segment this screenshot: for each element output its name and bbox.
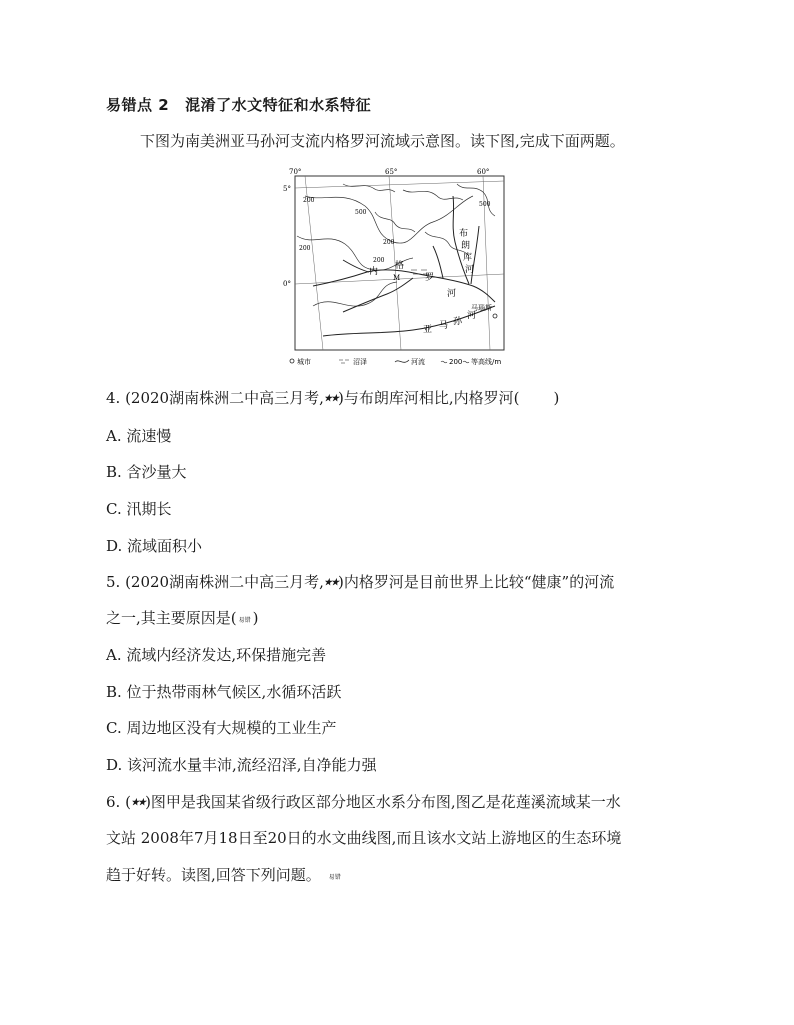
difficulty-stars-icon: ★★ [130, 798, 146, 808]
q5-option-b: B. 位于热带雨林气候区,水循环活跃 [106, 683, 342, 701]
q5-stem: 5. (2020湖南株洲二中高三月考, [106, 573, 324, 591]
q4-option-a: A. 流速慢 [106, 427, 172, 445]
contour-label: 500 [355, 209, 367, 216]
q4-option-d: D. 流域面积小 [106, 537, 203, 555]
contour-label: 200 [373, 257, 385, 264]
lat-label: 5° [283, 185, 291, 193]
legend-river: 河流 [411, 358, 425, 366]
q4-stem: 4. (2020湖南株洲二中高三月考, [106, 389, 324, 407]
q5-line2: 之一,其主要原因是( [106, 609, 237, 627]
river-label: 河 [465, 265, 475, 275]
legend-swamp-icon [339, 360, 349, 363]
lon-label: 65° [385, 168, 398, 176]
section-title: 混淆了水文特征和水系特征 [185, 96, 372, 114]
section-label: 易错点 2 [106, 96, 170, 114]
river-label: 朗 [461, 241, 471, 251]
question-5-line2: 之一,其主要原因是( 易错 ) [106, 609, 259, 627]
river-label: 罗 [425, 273, 435, 283]
negro-river-map [283, 166, 509, 368]
question-6-line3 [106, 864, 343, 885]
q4-option-b: B. 含沙量大 [106, 463, 187, 481]
q4-option-c: C. 汛期长 [106, 500, 172, 518]
lon-label: 60° [477, 168, 490, 176]
contour-label: 200 [299, 245, 311, 252]
question-5 [106, 571, 614, 592]
legend-city-icon [290, 359, 294, 363]
river-label: 孙 [453, 317, 463, 327]
contour-label: 500 [479, 201, 491, 208]
lat-label: 0° [283, 280, 291, 288]
legend-contour: 200 [449, 358, 463, 366]
lon-label: 70° [289, 168, 302, 176]
contour-label: 200 [383, 239, 395, 246]
river-label: 格 [395, 261, 405, 271]
legend-river-icon [395, 360, 409, 362]
legend-swamp: 沼泽 [353, 358, 367, 366]
error-prone-tag: 易错 [328, 874, 341, 881]
difficulty-stars-icon: ★★ [323, 394, 339, 404]
q4-stem-end: )与布朗库河相比,内格罗河( [338, 389, 520, 407]
parallel-5 [295, 181, 504, 188]
error-prone-tag: 易错 [238, 617, 251, 624]
intro-text: 下图为南美洲亚马孙河支流内格罗河流域示意图。读下图,完成下面两题。 [140, 132, 625, 150]
q5-option-c: C. 周边地区没有大规模的工业生产 [106, 719, 337, 737]
river-label: 内 [369, 267, 379, 277]
q6-line3: 趋于好转。读图,回答下列问题。 [106, 866, 321, 884]
question-6 [106, 791, 621, 812]
manaus-city-marker [493, 314, 497, 318]
contour-label: 200 [303, 197, 315, 204]
legend-contour-suffix: 等高线/m [471, 358, 502, 366]
section-heading [106, 94, 371, 115]
q5-stem-end: )内格罗河是目前世界上比较“健康”的河流 [338, 573, 615, 591]
river-label: 布 [459, 229, 469, 239]
legend-city: 城市 [297, 358, 311, 366]
river-label: 马 [439, 321, 449, 331]
river-label: 库 [463, 253, 473, 263]
city-label: 马瑙斯 [471, 304, 492, 312]
map-figure [283, 166, 509, 368]
legend-contour-icon [441, 361, 447, 363]
map-legend [290, 357, 501, 366]
q6-line2: 文站 2008年7月18日至20日的水文曲线图,而且该水文站上游地区的生态环境 [106, 829, 622, 847]
q6-open: 6. ( [106, 793, 131, 811]
river-label: 河 [467, 311, 477, 321]
river-label: 亚 [423, 325, 433, 335]
q6-line1: )图甲是我国某省级行政区部分地区水系分布图,图乙是花莲溪流域某一水 [145, 793, 621, 811]
point-m-label: M [393, 274, 401, 282]
difficulty-stars-icon: ★★ [323, 578, 339, 588]
question-4: 4. (2020湖南株洲二中高三月考,★★)与布朗库河相比,内格罗河( ) [106, 389, 560, 407]
q5-option-d: D. 该河流水量丰沛,流经沼泽,自净能力强 [106, 756, 377, 774]
q5-option-a: A. 流域内经济发达,环保措施完善 [106, 646, 327, 664]
river-label: 河 [447, 289, 457, 299]
